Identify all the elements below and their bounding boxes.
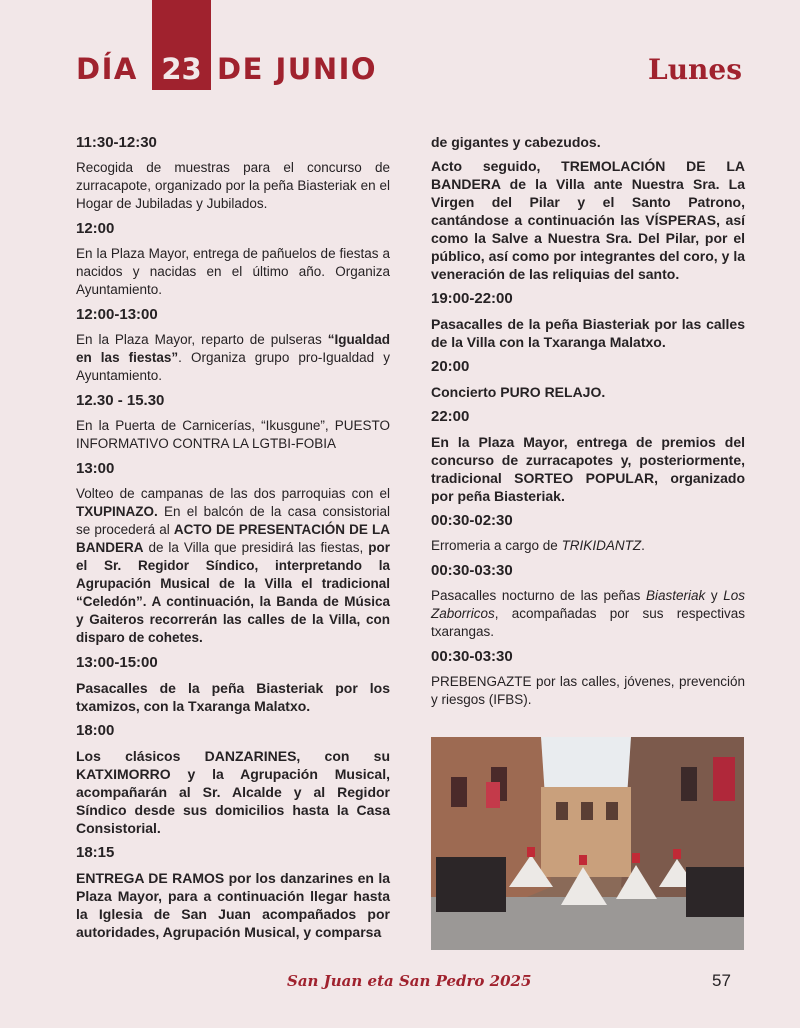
entry-text: , acompañadas por sus respectivas txarangas.: [431, 606, 745, 639]
schedule-entry: [431, 511, 745, 555]
day-number: 23: [161, 52, 202, 86]
page-number: 57: [712, 971, 731, 990]
entry-description: [76, 245, 390, 299]
entry-text: Concierto PURO RELAJO.: [431, 384, 606, 400]
entry-text: “Igualdad en las fiestas”: [76, 332, 390, 365]
entry-time: 12.30 - 15.30: [76, 392, 165, 409]
entry-time: 19:00-22:00: [431, 290, 513, 307]
entry-text: Los clásicos DANZARINES, con su KATXIMORRO y la Agrupación Musical, acompañarán al Sr. Alcalde y al Regidor Síndico desde sus domicilios hasta la Casa Consistorial.: [76, 748, 390, 836]
entry-text: TRIKIDANTZ: [561, 538, 642, 553]
entry-description: [431, 537, 745, 555]
schedule-entry: [431, 289, 745, 351]
entry-text: Pasacalles de la peña Biasteriak por los txamizos, con la Txaranga Malatxo.: [76, 680, 390, 714]
schedule-entry: [431, 561, 745, 641]
entry-text: Erromeria a cargo de: [431, 538, 562, 553]
entry-text: Pasacalles nocturno de las peñas: [431, 588, 646, 603]
schedule-entry: [431, 357, 745, 401]
schedule-entry: [431, 157, 745, 283]
entry-description: [431, 433, 745, 505]
dancers-photo: [431, 737, 744, 950]
entry-text: de la Villa que presidirá las fiestas,: [143, 540, 369, 555]
entry-description: [76, 679, 390, 715]
entry-time: 00:30-02:30: [431, 512, 513, 529]
entry-time: 12:00-13:00: [76, 306, 158, 323]
entry-text: Recogida de muestras para el concurso de zurracapote, organizado por la peña Biasteriak en el Hogar de Jubiladas y Jubilados.: [76, 160, 390, 211]
entry-text: Pasacalles de la peña Biasteriak por las calles de la Villa con la Txaranga Malatxo.: [431, 316, 745, 350]
entry-text: de gigantes y cabezudos.: [431, 134, 601, 150]
entry-time: 22:00: [431, 408, 470, 425]
entry-description: [431, 133, 745, 151]
schedule-entry: [431, 647, 745, 709]
entry-time: 20:00: [431, 358, 470, 375]
entry-time: 12:00: [76, 220, 115, 237]
entry-text: En el balcón de la casa consistorial se procederá al: [76, 504, 390, 537]
schedule-entry: [76, 219, 390, 299]
schedule-right-column: [431, 133, 745, 715]
entry-description: [76, 331, 390, 385]
entry-text: En la Plaza Mayor, entrega de premios del concurso de zurracapotes y, posteriormente, tradicional SORTEO POPULAR, organizado por peña Biasteriak.: [431, 434, 745, 504]
entry-text: ACTO DE PRESENTACIÓN DE LA BANDERA: [76, 522, 390, 555]
schedule-entry: [76, 843, 390, 941]
entry-text: . Organiza grupo pro-Igualdad y Ayuntamiento.: [76, 350, 390, 383]
entry-text: Los Zaborricos: [431, 588, 745, 621]
entry-description: [431, 383, 745, 401]
entry-description: [76, 485, 390, 647]
entry-text: Acto seguido, TREMOLACIÓN DE LA BANDERA de la Villa ante Nuestra Sra. La Virgen del Pilar y el Santo Patrono, cantándose a continuación las VÍSPERAS, así como la Salve a Nuestra Sra. Del Pilar, por el público, así como por integrantes del coro, y la veneración de las reliquias del santo.: [431, 158, 745, 282]
entry-description: [431, 315, 745, 351]
weekday-label: Lunes: [648, 53, 742, 86]
entry-time: 00:30-03:30: [431, 562, 513, 579]
entry-description: [76, 159, 390, 213]
entry-text: PREBENGAZTE por las calles, jóvenes, prevención y riesgos (IFBS).: [431, 674, 745, 707]
entry-text: .: [641, 538, 645, 553]
entry-text: Biasteriak: [645, 588, 706, 603]
entry-description: [76, 869, 390, 941]
entry-time: 18:00: [76, 722, 115, 739]
entry-time: 13:00-15:00: [76, 654, 158, 671]
entry-text: En la Plaza Mayor, reparto de pulseras: [76, 332, 328, 347]
entry-text: En la Plaza Mayor, entrega de pañuelos de fiestas a nacidos y nacidas en el último año. Organiza Ayuntamiento.: [76, 246, 390, 297]
footer-title: San Juan eta San Pedro 2025: [287, 972, 532, 990]
entry-text: Volteo de campanas de las dos parroquias con el: [76, 486, 390, 501]
entry-time: 00:30-03:30: [431, 648, 513, 665]
schedule-left-column: [76, 133, 390, 947]
entry-description: [431, 587, 745, 641]
schedule-entry: [76, 391, 390, 453]
entry-description: [76, 747, 390, 837]
schedule-entry: [431, 133, 745, 151]
entry-time: 11:30-12:30: [76, 134, 157, 151]
entry-description: [431, 157, 745, 283]
entry-text: En la Puerta de Carnicerías, “Ikusgune”, PUESTO INFORMATIVO CONTRA LA LGTBI-FOBIA: [76, 418, 390, 451]
entry-time: 13:00: [76, 460, 115, 477]
schedule-entry: [76, 653, 390, 715]
month-label: DE JUNIO: [217, 52, 378, 86]
entry-description: [431, 673, 745, 709]
day-label: DÍA: [76, 52, 138, 86]
entry-text: y: [705, 588, 724, 603]
page-header: [0, 0, 800, 100]
schedule-entry: [76, 133, 390, 213]
entry-text: TXUPINAZO.: [76, 504, 158, 519]
schedule-entry: [76, 305, 390, 385]
schedule-entry: [76, 721, 390, 837]
schedule-entry: [76, 459, 390, 647]
entry-text: por el Sr. Regidor Síndico, interpretando la Agrupación Musical de la Villa el tradicional “Celedón”. A continuación, la Banda de Música y Gaiteros recorrerán las calles de la Villa, con disparo de cohetes.: [76, 540, 390, 645]
schedule-entry: [431, 407, 745, 505]
entry-description: [76, 417, 390, 453]
entry-time: 18:15: [76, 844, 115, 861]
entry-text: ENTREGA DE RAMOS por los danzarines en la Plaza Mayor, para a continuación llegar hasta la Iglesia de San Juan acompañados por autoridades, Agrupación Musical, y comparsa: [76, 870, 390, 940]
